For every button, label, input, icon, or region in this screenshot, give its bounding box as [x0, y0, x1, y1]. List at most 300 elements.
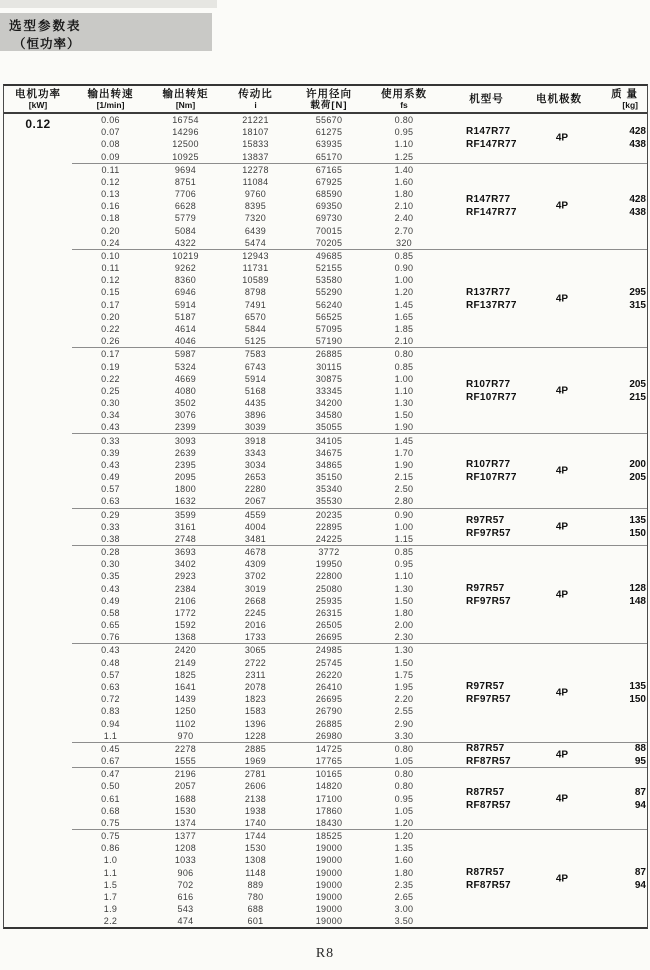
ratio-cell: 4004	[244, 521, 267, 532]
fs-cell: 2.40	[394, 213, 414, 224]
torque-cell: 1377	[174, 831, 197, 842]
ratio-cell: 5914	[244, 373, 267, 384]
ratio-cell: 8798	[244, 287, 267, 298]
load-cell: 69730	[315, 213, 343, 224]
torque-cell: 4614	[174, 324, 197, 334]
load-cell: 33345	[315, 385, 343, 396]
speed-cell: 0.43	[101, 422, 120, 433]
load-cell: 49685	[315, 250, 343, 261]
ratio-cell: 4678	[244, 547, 267, 558]
mass-value: 205	[629, 471, 646, 483]
fs-cell: 1.45	[394, 299, 414, 310]
load-cell: 26315	[315, 607, 343, 618]
fs-cell: 0.85	[394, 547, 414, 558]
fs-cell: 2.80	[394, 496, 414, 507]
ratio-cell: 1228	[244, 730, 267, 741]
ratio-cell: 5844	[244, 324, 267, 334]
table-row	[72, 717, 647, 729]
fs-cell: 1.95	[394, 681, 414, 692]
mass-value: 94	[634, 799, 646, 811]
load-cell: 24225	[315, 533, 343, 544]
speed-cell: 0.28	[101, 547, 120, 558]
ratio-cell: 11731	[242, 263, 269, 274]
load-cell: 55670	[315, 115, 343, 126]
model-name: RF87R57	[466, 755, 511, 767]
torque-cell: 5084	[174, 225, 197, 236]
load-cell: 26220	[315, 669, 343, 680]
table-row	[72, 533, 647, 545]
header-service-factor: 使用系数 fs	[381, 87, 427, 110]
torque-cell: 8751	[174, 176, 197, 187]
model-names	[466, 514, 511, 540]
speed-cell: 0.12	[101, 275, 120, 286]
speed-cell: 0.22	[101, 373, 120, 384]
load-cell: 17100	[315, 793, 343, 804]
model-name: RF87R57	[466, 799, 511, 811]
page-title	[0, 13, 212, 51]
speed-cell: 0.08	[101, 139, 120, 150]
load-cell: 52155	[315, 263, 343, 274]
fs-cell: 2.20	[394, 694, 414, 705]
torque-cell: 5187	[174, 311, 197, 322]
table-row	[72, 311, 647, 323]
header-output-speed: 输出转速 [1/min]	[87, 87, 134, 110]
fs-cell: 0.80	[394, 769, 414, 780]
speed-cell: 0.63	[101, 681, 120, 692]
table-row	[72, 842, 647, 854]
torque-cell: 10219	[172, 250, 199, 261]
model-names	[466, 680, 511, 706]
fs-cell: 1.30	[394, 583, 414, 594]
ratio-cell: 4559	[244, 509, 267, 520]
ratio-cell: 3702	[244, 571, 267, 582]
ratio-cell: 2653	[244, 472, 267, 483]
table-row	[72, 558, 647, 570]
load-cell: 24985	[315, 645, 343, 656]
model-name: RF97R57	[466, 694, 511, 706]
fs-cell: 2.30	[394, 632, 414, 643]
motor-poles: 4P	[555, 589, 569, 601]
speed-cell: 0.75	[101, 817, 120, 828]
load-cell: 26790	[315, 706, 343, 717]
speed-cell: 0.57	[101, 484, 120, 495]
ratio-cell: 3039	[244, 422, 267, 433]
model-group	[72, 508, 647, 546]
torque-cell: 5914	[174, 299, 197, 310]
load-cell: 63935	[315, 139, 343, 150]
mass-value: 428	[629, 126, 646, 138]
fs-cell: 1.00	[394, 521, 414, 532]
mass-value: 205	[629, 378, 646, 390]
fs-cell: 2.10	[394, 336, 414, 347]
torque-cell: 1208	[174, 843, 197, 854]
table-row	[72, 607, 647, 619]
torque-cell: 4669	[174, 373, 197, 384]
fs-cell: 0.80	[394, 743, 414, 754]
ratio-cell: 780	[247, 891, 264, 902]
table-row	[72, 421, 647, 433]
header-model: 机型号	[469, 93, 504, 105]
load-cell: 70015	[315, 225, 343, 236]
fs-cell: 2.65	[394, 891, 414, 902]
speed-cell: 0.24	[101, 237, 120, 248]
ratio-cell: 15833	[242, 139, 269, 150]
speed-cell: 0.49	[101, 472, 120, 483]
fs-cell: 0.95	[394, 127, 414, 138]
load-cell: 22895	[315, 521, 343, 532]
speed-cell: 0.07	[101, 127, 120, 138]
torque-cell: 3093	[174, 435, 197, 446]
fs-cell: 1.15	[394, 533, 414, 544]
table-row	[72, 915, 647, 927]
header-motor-poles: 电机极数	[536, 93, 582, 105]
table-row	[72, 447, 647, 459]
load-cell: 57095	[315, 324, 343, 334]
model-group	[72, 767, 647, 829]
mass-values	[590, 378, 646, 404]
fs-cell: 1.45	[394, 435, 414, 446]
load-cell: 19000	[315, 867, 343, 878]
torque-cell: 2399	[174, 422, 197, 433]
speed-cell: 0.83	[101, 706, 120, 717]
table-row	[72, 644, 647, 656]
speed-cell: 0.30	[101, 559, 120, 570]
torque-cell: 2106	[174, 595, 197, 606]
motor-poles: 4P	[555, 385, 569, 397]
load-cell: 34200	[315, 398, 343, 409]
torque-cell: 1800	[174, 484, 197, 495]
mass-value: 87	[634, 786, 646, 798]
load-cell: 26885	[315, 718, 343, 729]
speed-cell: 1.7	[103, 891, 118, 902]
fs-cell: 1.90	[394, 459, 414, 470]
torque-cell: 1772	[174, 607, 197, 618]
load-cell: 34865	[315, 459, 343, 470]
torque-cell: 14296	[172, 127, 199, 138]
load-cell: 57190	[315, 336, 343, 347]
fs-cell: 1.75	[394, 669, 414, 680]
table-row	[72, 434, 647, 446]
torque-cell: 1102	[175, 718, 196, 729]
ratio-cell: 1733	[244, 632, 267, 643]
model-name: RF147R77	[466, 139, 517, 151]
torque-cell: 2149	[174, 657, 197, 668]
mass-values	[590, 514, 646, 540]
model-group	[72, 347, 647, 433]
torque-cell: 2639	[174, 447, 197, 458]
model-group	[72, 742, 647, 767]
table-row	[72, 730, 647, 742]
model-name: RF97R57	[466, 527, 511, 539]
torque-cell: 9694	[174, 164, 197, 175]
torque-cell: 1592	[174, 620, 197, 631]
ratio-cell: 2668	[244, 595, 267, 606]
motor-poles: 4P	[555, 873, 569, 885]
table-row	[72, 274, 647, 286]
torque-cell: 3599	[174, 509, 197, 520]
model-group	[72, 433, 647, 507]
speed-cell: 0.20	[101, 311, 120, 322]
ratio-cell: 5168	[244, 385, 267, 396]
speed-cell: 0.49	[101, 595, 120, 606]
ratio-cell: 7491	[244, 299, 267, 310]
speed-cell: 0.35	[101, 571, 120, 582]
fs-cell: 1.20	[394, 817, 414, 828]
table-row	[72, 373, 647, 385]
torque-cell: 1555	[174, 756, 197, 767]
speed-cell: 0.34	[101, 410, 120, 421]
selection-parameter-table	[3, 84, 648, 929]
fs-cell: 1.25	[394, 151, 414, 162]
table-row	[72, 570, 647, 582]
table-header-row	[4, 86, 647, 114]
load-cell: 56240	[315, 299, 343, 310]
table-row	[72, 817, 647, 829]
model-group	[72, 643, 647, 741]
torque-cell: 2923	[174, 571, 197, 582]
mass-value: 88	[634, 742, 646, 754]
ratio-cell: 2885	[244, 743, 267, 754]
model-name: R97R57	[466, 514, 505, 526]
load-cell: 68590	[315, 189, 343, 200]
table-row	[72, 619, 647, 631]
motor-poles: 4P	[555, 793, 569, 805]
table-row	[72, 114, 647, 126]
fs-cell: 1.30	[394, 398, 414, 409]
mass-values	[590, 680, 646, 706]
model-name: R87R57	[466, 866, 505, 878]
fs-cell: 2.90	[394, 718, 414, 729]
table-row	[72, 335, 647, 347]
speed-cell: 0.22	[101, 324, 120, 334]
mass-value: 315	[629, 299, 646, 311]
load-cell: 35150	[315, 472, 343, 483]
torque-cell: 702	[177, 879, 194, 890]
table-row	[72, 250, 647, 262]
ratio-cell: 1396	[244, 718, 267, 729]
model-names	[466, 193, 517, 219]
speed-cell: 0.11	[101, 263, 120, 274]
fs-cell: 2.55	[394, 706, 414, 717]
ratio-cell: 13837	[242, 151, 269, 162]
table-row	[72, 483, 647, 495]
mass-value: 215	[629, 391, 646, 403]
mass-value: 87	[634, 866, 646, 878]
speed-cell: 0.63	[101, 496, 120, 507]
table-row	[72, 631, 647, 643]
model-name: RF107R77	[466, 471, 517, 483]
fs-cell: 1.00	[394, 373, 414, 384]
ratio-cell: 889	[247, 879, 264, 890]
ratio-cell: 1938	[244, 805, 267, 816]
ratio-cell: 2078	[244, 681, 267, 692]
fs-cell: 1.10	[394, 571, 414, 582]
load-cell: 53580	[315, 275, 343, 286]
speed-cell: 1.9	[103, 904, 118, 915]
mass-values	[590, 125, 646, 151]
load-cell: 61275	[315, 127, 343, 138]
speed-cell: 0.19	[101, 361, 120, 372]
speed-cell: 0.57	[101, 669, 120, 680]
speed-cell: 0.33	[101, 435, 120, 446]
model-name: RF87R57	[466, 879, 511, 891]
torque-cell: 906	[177, 867, 194, 878]
torque-cell: 7706	[174, 189, 197, 200]
motor-poles: 4P	[555, 200, 569, 212]
fs-cell: 1.35	[394, 843, 414, 854]
ratio-cell: 6570	[244, 311, 267, 322]
load-cell: 14725	[315, 743, 343, 754]
torque-cell: 3161	[174, 521, 197, 532]
fs-cell: 3.30	[394, 730, 414, 741]
table-row	[72, 495, 647, 507]
fs-cell: 3.50	[394, 916, 414, 927]
ratio-cell: 7320	[244, 213, 267, 224]
table-row	[72, 546, 647, 558]
speed-cell: 0.17	[101, 349, 120, 360]
fs-cell: 0.85	[394, 250, 414, 261]
load-cell: 19000	[315, 916, 343, 927]
load-cell: 25935	[315, 595, 343, 606]
fs-cell: 2.15	[394, 472, 414, 483]
speed-cell: 1.1	[103, 867, 118, 878]
mass-values	[590, 582, 646, 608]
load-cell: 26980	[315, 730, 343, 741]
model-names	[466, 582, 511, 608]
ratio-cell: 3343	[244, 447, 267, 458]
top-strip	[0, 0, 217, 8]
torque-cell: 4322	[174, 237, 197, 248]
table-row	[72, 705, 647, 717]
torque-cell: 5779	[174, 213, 197, 224]
ratio-cell: 3481	[244, 533, 267, 544]
fs-cell: 2.70	[394, 225, 414, 236]
torque-cell: 3402	[174, 559, 197, 570]
torque-cell: 1632	[174, 496, 197, 507]
table-row	[72, 891, 647, 903]
load-cell: 19000	[315, 904, 343, 915]
mass-values	[590, 742, 646, 768]
model-name: RF97R57	[466, 595, 511, 607]
mass-value: 135	[629, 514, 646, 526]
ratio-cell: 3918	[244, 435, 267, 446]
table-row	[72, 360, 647, 372]
speed-cell: 0.58	[101, 607, 120, 618]
ratio-cell: 2067	[244, 496, 267, 507]
mass-value: 150	[629, 527, 646, 539]
ratio-cell: 10589	[242, 275, 269, 286]
torque-cell: 12500	[172, 139, 199, 150]
mass-value: 428	[629, 194, 646, 206]
table-row	[72, 151, 647, 163]
torque-cell: 1250	[174, 706, 197, 717]
model-name: R97R57	[466, 681, 505, 693]
table-row	[72, 262, 647, 274]
torque-cell: 2748	[174, 533, 197, 544]
torque-cell: 4080	[174, 385, 197, 396]
groups	[72, 114, 647, 927]
load-cell: 67925	[315, 176, 343, 187]
speed-cell: 0.72	[101, 694, 120, 705]
fs-cell: 0.95	[394, 559, 414, 570]
model-group	[72, 545, 647, 643]
model-name: R147R77	[466, 126, 511, 138]
ratio-cell: 12943	[242, 250, 269, 261]
speed-cell: 1.5	[103, 879, 118, 890]
fs-cell: 1.05	[394, 756, 414, 767]
table-body	[4, 114, 647, 927]
load-cell: 19000	[315, 843, 343, 854]
table-row	[72, 164, 647, 176]
load-cell: 69350	[315, 201, 343, 212]
torque-cell: 3502	[174, 398, 197, 409]
torque-cell: 1530	[174, 805, 197, 816]
ratio-cell: 11084	[242, 176, 269, 187]
ratio-cell: 7583	[244, 349, 267, 360]
load-cell: 17765	[315, 756, 343, 767]
ratio-cell: 4435	[244, 398, 267, 409]
ratio-cell: 1530	[244, 843, 267, 854]
load-cell: 14820	[315, 781, 343, 792]
speed-cell: 2.2	[103, 916, 118, 927]
torque-cell: 616	[177, 891, 194, 902]
torque-cell: 1641	[174, 681, 197, 692]
fs-cell: 0.90	[394, 263, 414, 274]
header-ratio: 传动比 i	[238, 87, 273, 110]
torque-cell: 9262	[174, 263, 197, 274]
fs-cell: 1.50	[394, 595, 414, 606]
load-cell: 20235	[315, 509, 343, 520]
model-name: R137R77	[466, 286, 511, 298]
speed-cell: 0.06	[101, 115, 120, 126]
ratio-cell: 3065	[244, 645, 267, 656]
ratio-cell: 601	[247, 916, 264, 927]
ratio-cell: 2280	[244, 484, 267, 495]
fs-cell: 320	[396, 237, 412, 248]
speed-cell: 0.94	[101, 718, 120, 729]
torque-cell: 1374	[174, 817, 197, 828]
fs-cell: 1.90	[394, 422, 414, 433]
ratio-cell: 12278	[242, 164, 269, 175]
torque-cell: 10925	[172, 151, 199, 162]
motor-poles: 4P	[555, 749, 569, 761]
model-name: R147R77	[466, 194, 511, 206]
load-cell: 65170	[315, 151, 343, 162]
table-row	[72, 323, 647, 335]
ratio-cell: 1969	[244, 756, 267, 767]
ratio-cell: 6743	[244, 361, 267, 372]
load-cell: 19000	[315, 879, 343, 890]
torque-cell: 1825	[174, 669, 197, 680]
speed-cell: 0.38	[101, 533, 120, 544]
torque-cell: 2196	[174, 769, 197, 780]
speed-cell: 0.50	[101, 781, 120, 792]
fs-cell: 1.10	[394, 139, 414, 150]
load-cell: 56525	[315, 311, 343, 322]
fs-cell: 2.10	[394, 201, 414, 212]
speed-cell: 0.20	[101, 225, 120, 236]
load-cell: 26410	[315, 681, 343, 692]
table-row	[72, 805, 647, 817]
fs-cell: 1.60	[394, 855, 414, 866]
ratio-cell: 4309	[244, 559, 267, 570]
mass-values	[590, 286, 646, 312]
header-motor-power: 电机功率 [kW]	[15, 87, 61, 110]
ratio-cell: 2722	[244, 657, 267, 668]
speed-cell: 1.0	[103, 855, 118, 866]
fs-cell: 0.80	[394, 781, 414, 792]
ratio-cell: 2311	[245, 669, 266, 680]
